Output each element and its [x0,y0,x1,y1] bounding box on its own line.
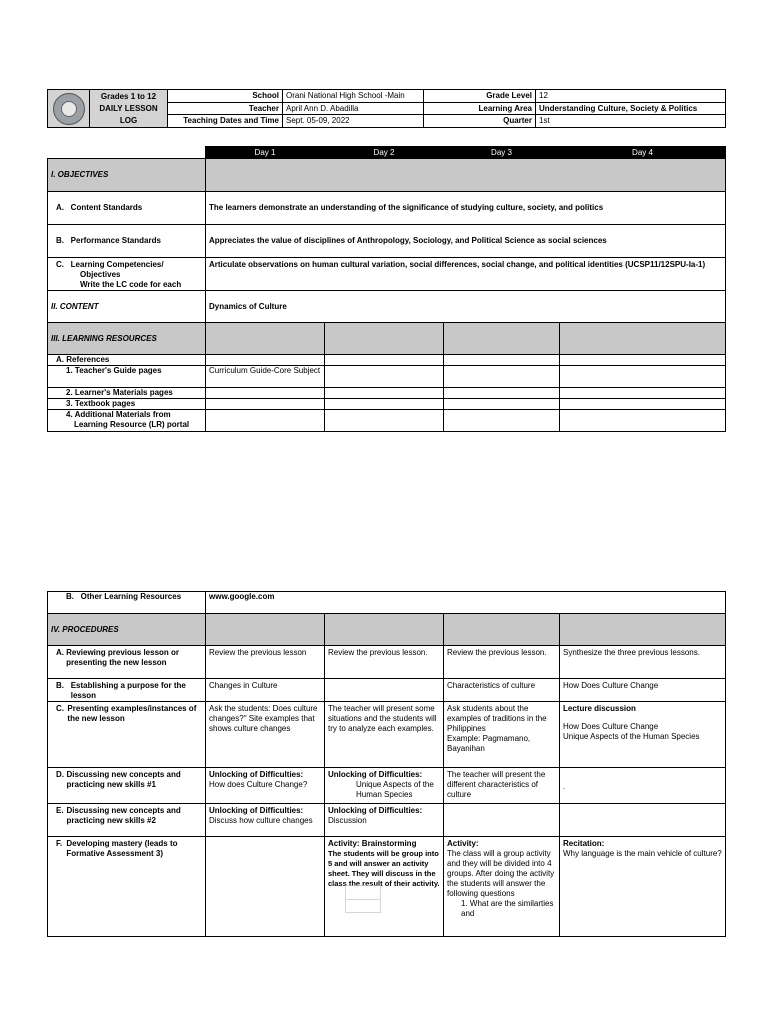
procedure-d-day2: Unlocking of Difficulties: Unique Aspects of the Human Species [325,768,444,804]
procedure-f-day4: Recitation: Why language is the main vehicle of culture? [560,837,726,937]
resources-day2-band [325,323,444,355]
procedure-c-day3: Ask students about the examples of traditions in the Philippines Example: Pagmamano, Bayanihan [444,702,560,768]
resources-day1-band [206,323,325,355]
procedure-f-day3: Activity: The class will a group activity and they will be divided into 4 groups. After doing the activity the students will answer the following questions 1. What are the similarties and [444,837,560,937]
school-label: School [168,90,283,103]
textbook-label: 3. Textbook pages [48,399,206,410]
procedure-a-day4: Synthesize the three previous lessons. [560,646,726,679]
resources-day3-band [444,323,560,355]
teachers-guide-day1: Curriculum Guide-Core Subject [206,366,325,388]
day-1-header: Day 1 [206,147,325,159]
procedure-e-label: E. Discussing new concepts and practicing new skills #2 [48,804,206,837]
envelope-watermark-icon [345,885,381,913]
resources-day4-band [560,323,726,355]
procedure-e-day2: Unlocking of Difficulties: Discussion [325,804,444,837]
content-standards-value: The learners demonstrate an understanding of the significance of studying culture, society, and politics [206,192,726,225]
objectives-title: I. OBJECTIVES [48,159,206,192]
teacher-label: Teacher [168,102,283,115]
teachers-guide-label: 1. Teacher's Guide pages [48,366,206,388]
procedure-a-day1: Review the previous lesson [206,646,325,679]
procedure-b-label: B. Establishing a purpose for the lesson [48,679,206,702]
grade-level-value: 12 [536,90,726,103]
learning-competencies-label: C. Learning Competencies/ Objectives Write the LC code for each [48,258,206,291]
additional-materials-label: 4. Additional Materials from Learning Resource (LR) portal [48,410,206,432]
log-title: Grades 1 to 12 DAILY LESSON LOG [90,90,168,128]
learning-area-label: Learning Area [424,102,536,115]
dates-label: Teaching Dates and Time [168,115,283,128]
procedure-b-day4: How Does Culture Change [560,679,726,702]
learners-materials-label: 2. Learner's Materials pages [48,388,206,399]
quarter-value: 1st [536,115,726,128]
teacher-value: April Ann D. Abadilla [283,102,424,115]
other-resources-label: B. Other Learning Resources [48,592,206,614]
learning-area-value: Understanding Culture, Society & Politics [536,102,726,115]
procedure-f-label: F. Developing mastery (leads to Formative Assessment 3) [48,837,206,937]
procedure-a-day3: Review the previous lesson. [444,646,560,679]
dates-value: Sept. 05-09, 2022 [283,115,424,128]
content-standards-label: A. Content Standards [48,192,206,225]
content-value: Dynamics of Culture [206,291,726,323]
procedure-b-day1: Changes in Culture [206,679,325,702]
procedure-c-day1: Ask the students: Does culture changes?" Site examples that shows culture changes [206,702,325,768]
day-3-header: Day 3 [444,147,560,159]
references-label: A. References [48,355,206,366]
school-value: Orani National High School -Main [283,90,424,103]
learning-competencies-value: Articulate observations on human cultural variation, social differences, social change, and political identities (UCSP11/12SPU-Ia-1) [206,258,726,291]
other-resources-value: www.google.com [206,592,726,614]
lesson-table-1 [47,146,726,432]
objectives-band [206,159,726,192]
procedure-e-day1: Unlocking of Difficulties: Discuss how culture changes [206,804,325,837]
day-4-header: Day 4 [560,147,726,159]
procedure-c-day2: The teacher will present some situations and the students will try to analyze each examples. [325,702,444,768]
procedures-title: IV. PROCEDURES [48,614,206,646]
lesson-table-2 [47,591,726,937]
procedure-d-label: D. Discussing new concepts and practicing new skills #1 [48,768,206,804]
procedure-c-day4: Lecture discussion How Does Culture Change Unique Aspects of the Human Species [560,702,726,768]
procedure-d-day4: . [560,768,726,804]
procedure-a-day2: Review the previous lesson. [325,646,444,679]
procedure-d-day1: Unlocking of Difficulties: How does Culture Change? [206,768,325,804]
content-title: II. CONTENT [48,291,206,323]
procedure-a-label: A. Reviewing previous lesson or presenting the new lesson [48,646,206,679]
learning-resources-title: III. LEARNING RESOURCES [48,323,206,355]
procedure-c-label: C. Presenting examples/instances of the new lesson [48,702,206,768]
logo-cell [48,90,90,128]
day-2-header: Day 2 [325,147,444,159]
procedure-b-day3: Characteristics of culture [444,679,560,702]
performance-standards-label: B. Performance Standards [48,225,206,258]
deped-seal-icon [53,93,85,125]
grade-level-label: Grade Level [424,90,536,103]
performance-standards-value: Appreciates the value of disciplines of Anthropology, Sociology, and Political Science as social sciences [206,225,726,258]
procedure-d-day3: The teacher will present the different characteristics of culture [444,768,560,804]
procedure-f-day2: Activity: Brainstorming The students will be group into 5 and will answer an activity sheet. They will discuss in the class the result of their activity. [325,837,444,937]
quarter-label: Quarter [424,115,536,128]
header-table [47,89,726,128]
